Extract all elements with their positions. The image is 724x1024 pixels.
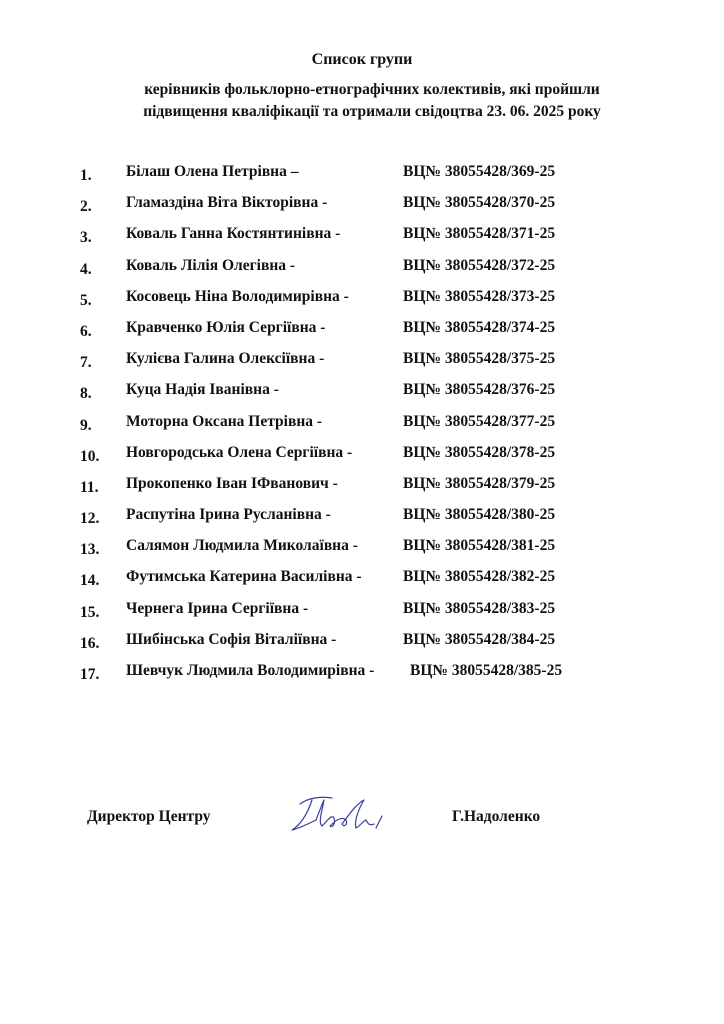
subtitle-line: керівників фольклорно-етнографічних колективів, які пройшли xyxy=(144,81,600,98)
certificate-number: ВЦ№ 38055428/374-25 xyxy=(403,318,556,336)
handwritten-signature xyxy=(286,790,396,840)
list-item xyxy=(80,319,600,350)
item-number: 13. xyxy=(80,541,100,559)
item-number: 12. xyxy=(80,510,100,528)
participant-name: Кравченко Юлія Сергіївна - xyxy=(126,318,326,336)
list-item xyxy=(80,600,600,631)
participant-name: Прокопенко Іван ІФванович - xyxy=(126,474,338,492)
item-number: 2. xyxy=(80,198,92,216)
participant-name: Чернега Ірина Сергіївна - xyxy=(126,599,309,617)
participant-name: Распутіна Ірина Русланівна - xyxy=(126,506,331,524)
list-item xyxy=(80,506,600,537)
document-subtitle xyxy=(112,79,632,123)
participant-name: Гламаздіна Віта Вікторівна - xyxy=(126,194,328,212)
item-number: 16. xyxy=(80,634,100,652)
certificate-number: ВЦ№ 38055428/376-25 xyxy=(403,381,556,399)
participant-name: Кулієва Галина Олексіївна - xyxy=(126,350,325,368)
certificate-number: ВЦ№ 38055428/379-25 xyxy=(403,474,556,492)
list-item xyxy=(80,537,600,568)
item-number: 9. xyxy=(80,416,92,434)
participant-name: Шевчук Людмила Володимирівна - xyxy=(126,662,375,679)
certificate-number: ВЦ№ 38055428/370-25 xyxy=(403,194,556,212)
certificate-number: ВЦ№ 38055428/381-25 xyxy=(403,537,556,555)
participant-name: Салямон Людмила Миколаївна - xyxy=(126,537,358,555)
item-number: 5. xyxy=(80,291,92,309)
item-number: 15. xyxy=(80,603,100,621)
item-number: 11. xyxy=(80,478,99,496)
list-item xyxy=(80,662,600,693)
certificate-number: ВЦ№ 38055428/375-25 xyxy=(403,350,556,368)
participant-name: Коваль Ганна Костянтинівна - xyxy=(126,225,341,243)
list-item xyxy=(80,413,600,444)
list-item xyxy=(80,288,600,319)
list-item xyxy=(80,350,600,381)
participant-name: Косовець Ніна Володимирівна - xyxy=(126,287,349,305)
list-item xyxy=(80,475,600,506)
item-number: 3. xyxy=(80,229,92,247)
list-item xyxy=(80,568,600,599)
certificate-number: ВЦ№ 38055428/369-25 xyxy=(403,163,556,180)
list-item xyxy=(80,631,600,662)
list-item xyxy=(80,163,600,194)
subtitle-line: підвищення кваліфікації та отримали свідоцтва 23. 06. 2025 року xyxy=(143,103,601,120)
certificate-number: ВЦ№ 38055428/384-25 xyxy=(403,630,556,648)
director-position: Директор Центру xyxy=(87,808,211,825)
list-item xyxy=(80,225,600,256)
item-number: 14. xyxy=(80,572,100,590)
certificate-number: ВЦ№ 38055428/371-25 xyxy=(403,225,556,243)
item-number: 10. xyxy=(80,447,100,465)
certificate-number: ВЦ№ 38055428/382-25 xyxy=(403,568,556,586)
participants-list xyxy=(80,163,600,693)
list-item xyxy=(80,381,600,412)
document-title: Список групи xyxy=(311,51,413,68)
participant-name: Моторна Оксана Петрівна - xyxy=(126,412,323,430)
certificate-number: ВЦ№ 38055428/385-25 xyxy=(410,662,563,679)
item-number: 17. xyxy=(80,666,100,683)
list-item xyxy=(80,444,600,475)
item-number: 1. xyxy=(80,167,92,184)
participant-name: Новгородська Олена Сергіївна - xyxy=(126,443,353,461)
item-number: 7. xyxy=(80,354,92,372)
participant-name: Футимська Катерина Василівна - xyxy=(126,568,362,586)
item-number: 6. xyxy=(80,322,92,340)
participant-name: Шибінська Софія Віталіївна - xyxy=(126,630,337,648)
participant-name: Білаш Олена Петрівна – xyxy=(126,163,299,180)
item-number: 8. xyxy=(80,385,92,403)
list-item xyxy=(80,194,600,225)
certificate-number: ВЦ№ 38055428/377-25 xyxy=(403,412,556,430)
participant-name: Куца Надія Іванівна - xyxy=(126,381,279,399)
certificate-number: ВЦ№ 38055428/380-25 xyxy=(403,506,556,524)
participant-name: Коваль Лілія Олегівна - xyxy=(126,256,296,274)
item-number: 4. xyxy=(80,260,92,278)
list-item xyxy=(80,257,600,288)
certificate-number: ВЦ№ 38055428/372-25 xyxy=(403,256,556,274)
certificate-number: ВЦ№ 38055428/373-25 xyxy=(403,287,556,305)
director-name: Г.Надоленко xyxy=(452,808,541,825)
certificate-number: ВЦ№ 38055428/378-25 xyxy=(403,443,556,461)
certificate-number: ВЦ№ 38055428/383-25 xyxy=(403,599,556,617)
